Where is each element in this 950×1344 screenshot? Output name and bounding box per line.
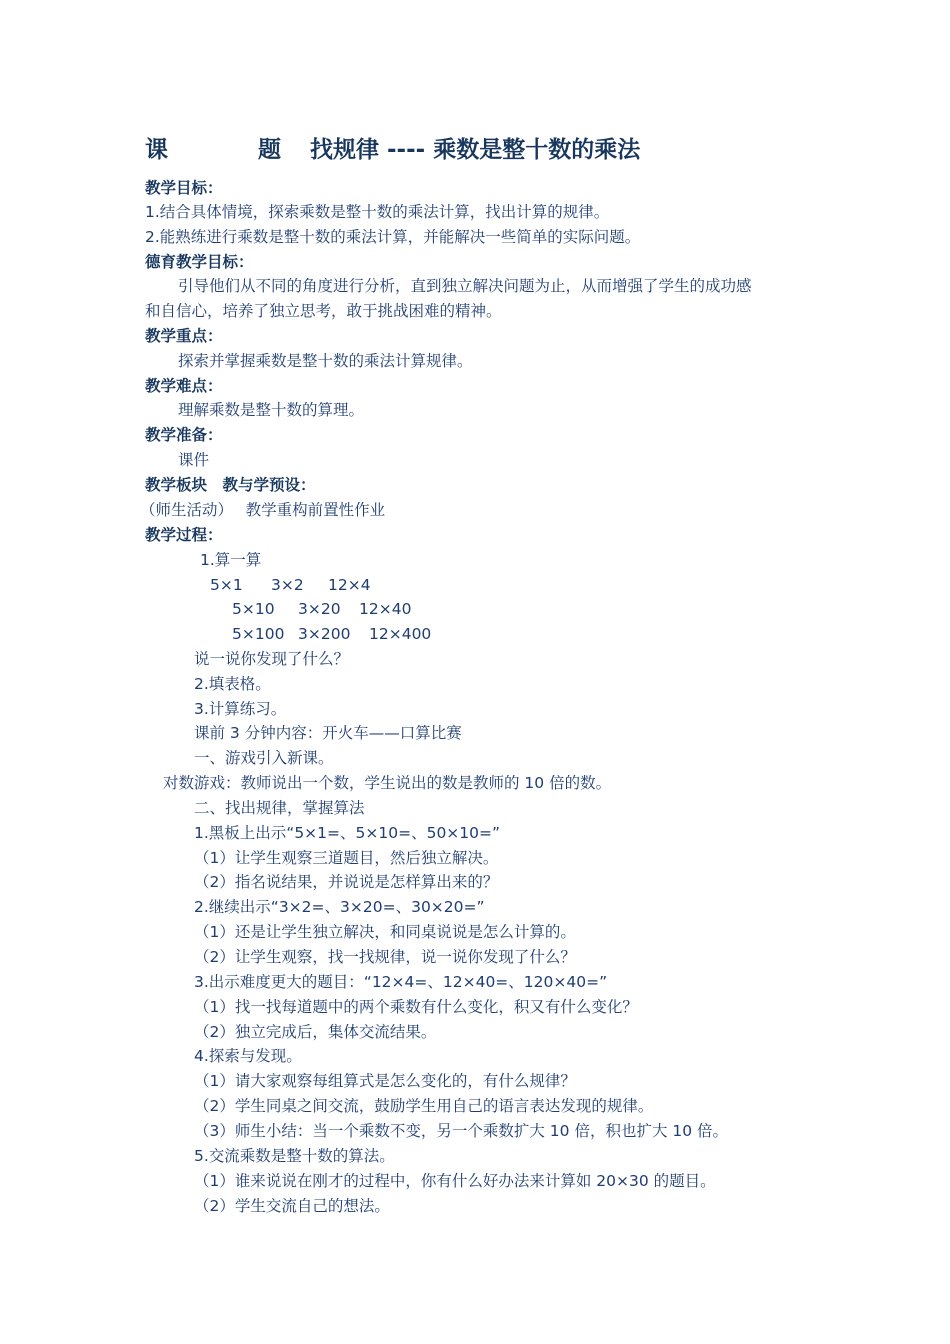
text-line: 2.填表格。 (194, 675, 271, 693)
text-line: 一、游戏引入新课。 (194, 749, 334, 767)
section-heading: 教学准备： (145, 426, 223, 444)
text-line: 课件 (178, 451, 210, 469)
text-line: 2.继续出示“3×2=、3×20=、30×20=” (194, 898, 485, 916)
text-line: 5.交流乘数是整十数的算法。 (194, 1147, 395, 1165)
section-heading: 教学过程： (145, 526, 223, 544)
text-line: 和自信心，培养了独立思考，敢于挑战困难的精神。 (145, 302, 502, 320)
text-line: 3×200 (298, 625, 351, 643)
text-line: （1）谁来说说在刚才的过程中，你有什么好办法来计算如 20×30 的题目。 (194, 1172, 716, 1190)
text-line: 5×10 (232, 600, 275, 618)
section-heading: 教学板块 教与学预设： (145, 476, 316, 494)
text-line: 引导他们从不同的角度进行分析，直到独立解决问题为止，从而增强了学生的成功感 (178, 277, 752, 295)
text-line: 3.计算练习。 (194, 700, 287, 718)
section-heading: 教学重点： (145, 327, 223, 345)
text-line: 1.黑板上出示“5×1=、5×10=、50×10=” (194, 824, 501, 842)
text-line: 12×4 (328, 576, 371, 594)
title-text: 找规律 ---- 乘数是整十数的乘法 (310, 137, 641, 163)
text-line: （1）请大家观察每组算式是怎么变化的，有什么规律？ (194, 1072, 576, 1090)
text-line: （1）还是让学生独立解决，和同桌说说是怎么计算的。 (194, 923, 576, 941)
text-line: 1.结合具体情境，探索乘数是整十数的乘法计算，找出计算的规律。 (145, 203, 610, 221)
text-line: （1）让学生观察三道题目，然后独立解决。 (194, 849, 499, 867)
section-heading: 教学目标： (145, 179, 223, 197)
title-label-a: 课 (145, 137, 168, 163)
text-line: （2）指名说结果，并说说是怎样算出来的？ (194, 873, 499, 891)
text-line: 二、找出规律，掌握算法 (194, 799, 365, 817)
text-line: 3.出示难度更大的题目：“12×4=、12×40=、120×40=” (194, 973, 608, 991)
text-line: 说一说你发现了什么？ (194, 650, 350, 668)
text-line: 2.能熟练进行乘数是整十数的乘法计算，并能解决一些简单的实际问题。 (145, 228, 641, 246)
section-heading: 教学难点： (145, 377, 223, 395)
text-line: 理解乘数是整十数的算理。 (178, 401, 365, 419)
section-heading: 德育教学目标： (145, 253, 254, 271)
text-line: （2）独立完成后，集体交流结果。 (194, 1023, 437, 1041)
text-line: （2）学生同桌之间交流，鼓励学生用自己的语言表达发现的规律。 (194, 1097, 654, 1115)
text-line: 对数游戏：教师说出一个数，学生说出的数是教师的 10 倍的数。 (163, 774, 612, 792)
text-line: （2）学生交流自己的想法。 (194, 1197, 390, 1215)
text-line: 课前 3 分钟内容：开火车——口算比赛 (194, 724, 462, 742)
text-line: （2）让学生观察，找一找规律，说一说你发现了什么？ (194, 948, 576, 966)
text-line: 12×400 (369, 625, 432, 643)
title-label-b: 题 (258, 137, 281, 163)
text-line: 5×1 (210, 576, 243, 594)
text-line: （3）师生小结：当一个乘数不变，另一个乘数扩大 10 倍，积也扩大 10 倍。 (194, 1122, 729, 1140)
text-line: 探索并掌握乘数是整十数的乘法计算规律。 (178, 352, 473, 370)
text-line: 12×40 (359, 600, 412, 618)
text-line: （1）找一找每道题中的两个乘数有什么变化，积又有什么变化？ (194, 998, 638, 1016)
text-line: 1.算一算 (200, 551, 262, 569)
text-line: （师生活动） 教学重构前置性作业 (140, 501, 386, 519)
text-line: 3×20 (298, 600, 341, 618)
text-line: 3×2 (271, 576, 304, 594)
text-line: 4.探索与发现。 (194, 1047, 302, 1065)
text-line: 5×100 (232, 625, 285, 643)
